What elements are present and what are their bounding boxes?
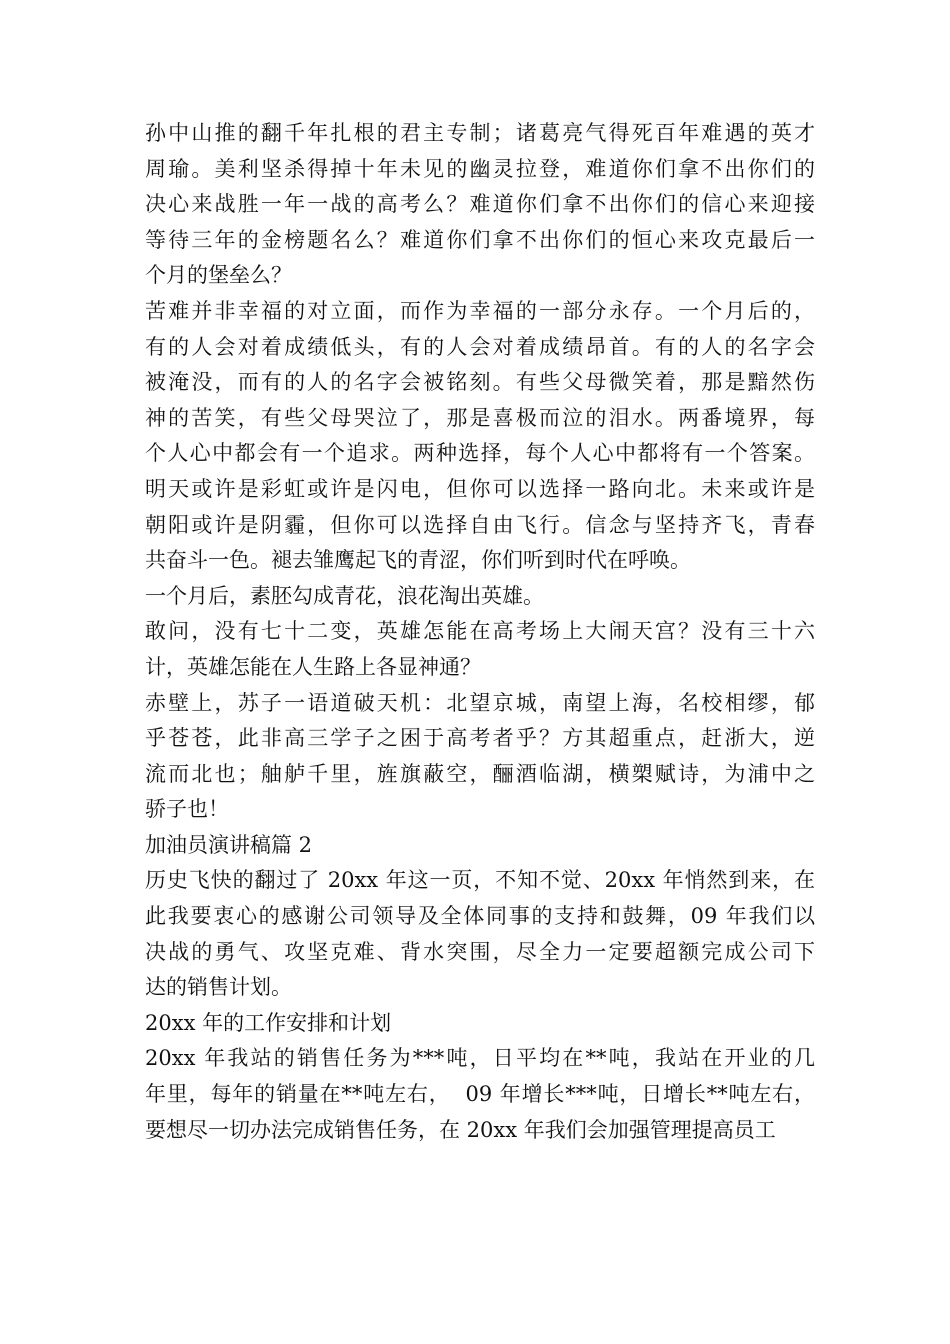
paragraph bbox=[145, 614, 815, 685]
text-line: 赤壁上，苏子一语道破天机：北望京城，南望上海，名校相缪，郁 bbox=[145, 690, 815, 715]
text-line: 一个月后，素胚勾成青花，浪花淘出英雄。 bbox=[145, 583, 544, 608]
paragraph bbox=[145, 116, 815, 294]
paragraph bbox=[145, 294, 815, 579]
text-line: 历史飞快的翻过了 20xx 年这一页，不知不觉、20xx 年悄然到来，在 bbox=[145, 868, 815, 893]
text-line: 个月的堡垒么？ bbox=[145, 263, 292, 288]
text-line: 神的苦笑，有些父母哭泣了，那是喜极而泣的泪水。两番境界，每 bbox=[145, 405, 815, 430]
paragraph bbox=[145, 1041, 815, 1148]
paragraph bbox=[145, 863, 815, 1005]
text-line: 20xx 年我站的销售任务为***吨，日平均在**吨，我站在开业的几 bbox=[145, 1046, 815, 1071]
text-line: 等待三年的金榜题名么？难道你们拿不出你们的恒心来攻克最后一 bbox=[145, 227, 815, 252]
text-line: 达的销售计划。 bbox=[145, 975, 292, 1000]
text-line: 骄子也！ bbox=[145, 797, 229, 822]
text-line: 决心来战胜一年一战的高考么？难道你们拿不出你们的信心来迎接 bbox=[145, 192, 815, 217]
text-line: 敢问，没有七十二变，英雄怎能在高考场上大闹天宫？没有三十六 bbox=[145, 619, 815, 644]
text-line: 20xx 年的工作安排和计划 bbox=[145, 1010, 392, 1035]
text-line: 年里，每年的销量在**吨左右， 09 年增长***吨，日增长**吨左右， bbox=[145, 1082, 815, 1107]
text-line: 个人心中都会有一个追求。两种选择，每个人心中都将有一个答案。 bbox=[145, 441, 815, 466]
paragraph bbox=[145, 579, 815, 615]
text-line: 苦难并非幸福的对立面，而作为幸福的一部分永存。一个月后的， bbox=[145, 298, 815, 323]
text-line: 周瑜。美利坚杀得掉十年未见的幽灵拉登，难道你们拿不出你们的 bbox=[145, 156, 815, 181]
text-line: 加油员演讲稿篇 2 bbox=[145, 832, 313, 857]
text-line: 有的人会对着成绩低头，有的人会对着成绩昂首。有的人的名字会 bbox=[145, 334, 815, 359]
paragraph bbox=[145, 828, 815, 864]
text-line: 共奋斗一色。褪去雏鹰起飞的青涩，你们听到时代在呼唤。 bbox=[145, 548, 691, 573]
text-line: 要想尽一切办法完成销售任务，在 20xx 年我们会加强管理提高员工 bbox=[145, 1117, 776, 1142]
text-line: 孙中山推的翻千年扎根的君主专制；诸葛亮气得死百年难遇的英才 bbox=[145, 121, 815, 145]
text-line: 朝阳或许是阴霾，但你可以选择自由飞行。信念与坚持齐飞，青春 bbox=[145, 512, 815, 537]
text-line: 被淹没，而有的人的名字会被铭刻。有些父母微笑着，那是黯然伤 bbox=[145, 370, 815, 395]
paragraph bbox=[145, 1006, 815, 1042]
document-body bbox=[145, 116, 815, 1148]
paragraph bbox=[145, 686, 815, 828]
text-line: 决战的勇气、攻坚克难、背水突围，尽全力一定要超额完成公司下 bbox=[145, 939, 815, 964]
text-line: 计，英雄怎能在人生路上各显神通？ bbox=[145, 654, 481, 679]
text-line: 乎苍苍，此非高三学子之困于高考者乎？方其超重点，赶浙大，逆 bbox=[145, 726, 815, 751]
text-line: 流而北也；舳舻千里，旌旗蔽空，酾酒临湖，横槊赋诗，为浦中之 bbox=[145, 761, 815, 786]
text-line: 明天或许是彩虹或许是闪电，但你可以选择一路向北。未来或许是 bbox=[145, 476, 815, 501]
text-line: 此我要衷心的感谢公司领导及全体同事的支持和鼓舞，09 年我们以 bbox=[145, 904, 815, 929]
